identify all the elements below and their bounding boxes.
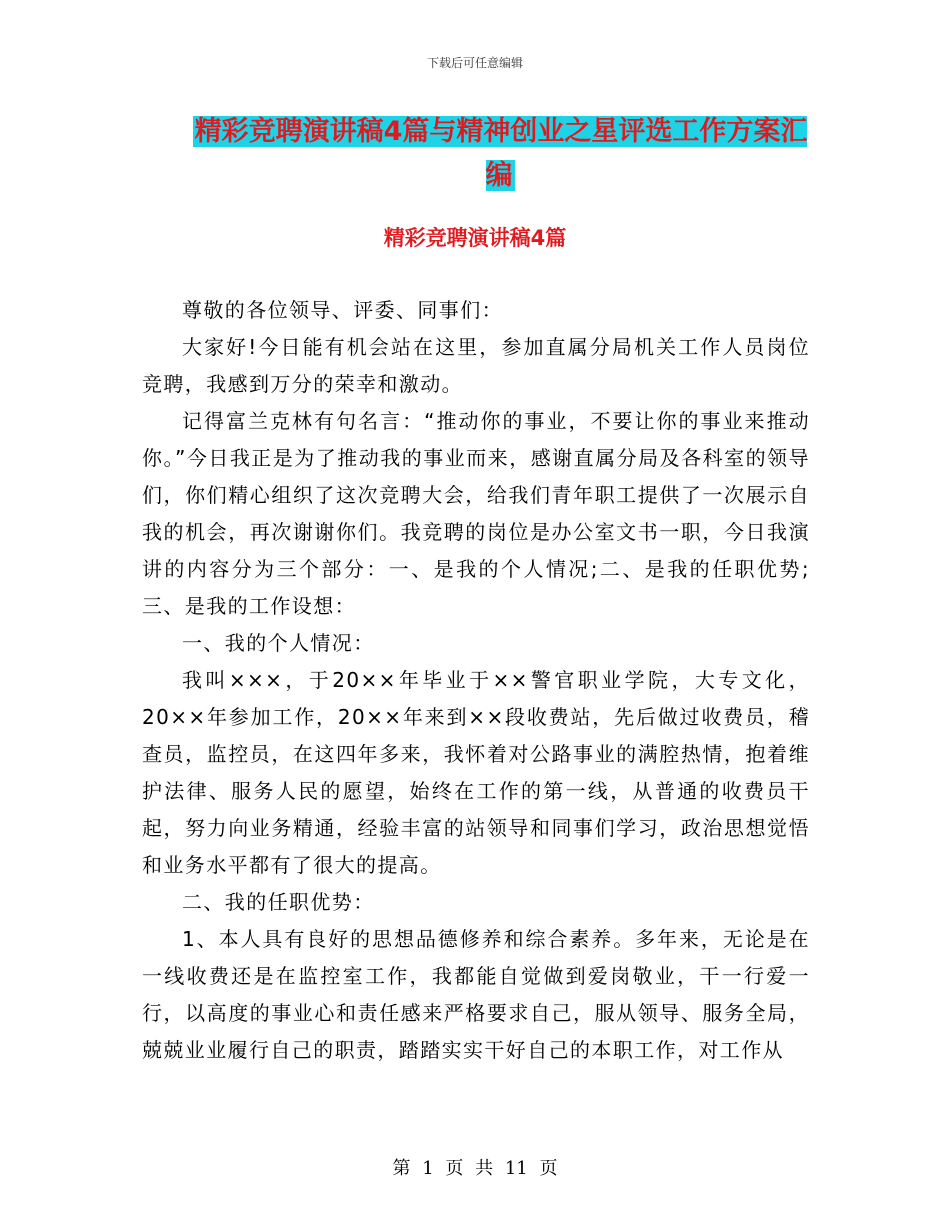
paragraph: 1、本人具有良好的思想品德修养和综合素养。多年来，无论是在一线收费还是在监控室工作，我都能自觉做到爱岗敬业，干一行爱一行，以高度的事业心和责任感来严格要求自己，服从领导、服务全局，兢兢业业履行自己的职责，踏踏实实干好自己的本职工作，对工作从 [142, 927, 810, 1062]
document-title [190, 110, 810, 198]
document-title-text: 精彩竞聘演讲稿4篇与精神创业之星评选工作方案汇编 [194, 116, 808, 191]
section-title: 精彩竞聘演讲稿4篇 [383, 226, 567, 250]
paragraph: 一、我的个人情况： [182, 631, 375, 655]
paragraph: 大家好!今日能有机会站在这里，参加直属分局机关工作人员岗位竞聘，我感到万分的荣幸和激动。 [142, 335, 810, 396]
header-note: 下载后可任意编辑 [426, 56, 523, 70]
paragraph: 我叫×××，于20××年毕业于××警官职业学院，大专文化，20××年参加工作，20××年来到××段收费站，先后做过收费员，稽查员，监控员，在这四年多来，我怀着对公路事业的满腔热情，抱着维护法律、服务人民的愿望，始终在工作的第一线，从普通的收费员干起，努力向业务精通，经验丰富的站领导和同事们学习，政治思想觉悟和业务水平都有了很大的提高。 [142, 668, 810, 877]
paragraph: 尊敬的各位领导、评委、同事们： [182, 298, 503, 322]
page-footer: 第 1 页 共 11 页 [392, 1158, 558, 1179]
paragraph: 二、我的任职优势： [182, 890, 375, 914]
paragraph: 记得富兰克林有句名言：“推动你的事业，不要让你的事业来推动你。”今日我正是为了推动我的事业而来，感谢直属分局及各科室的领导们，你们精心组织了这次竞聘大会，给我们青年职工提供了一次展示自我的机会，再次谢谢你们。我竞聘的岗位是办公室文书一职，今日我演讲的内容分为三个部分：一、是我的个人情况;二、是我的任职优势;三、是我的工作设想： [142, 409, 810, 618]
body-text [142, 292, 810, 1069]
